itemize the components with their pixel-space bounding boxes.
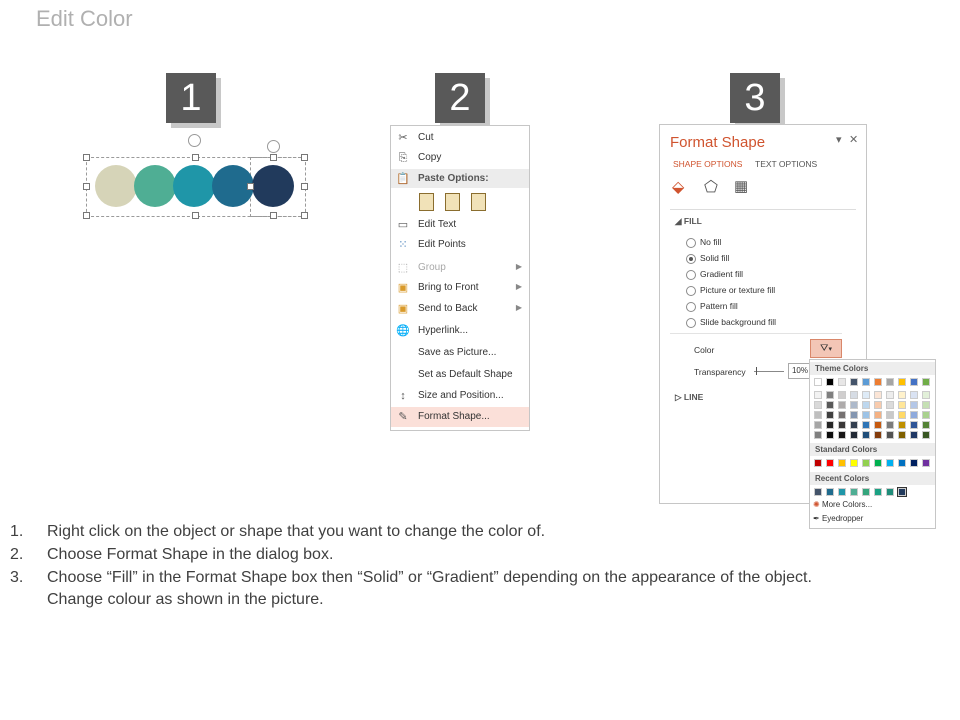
theme-colors-header: Theme Colors [810,362,935,375]
menu-item-set-default-shape[interactable]: Set as Default Shape [418,369,513,380]
color-swatch[interactable] [922,378,930,386]
color-swatch[interactable] [838,391,846,399]
color-swatch[interactable] [814,488,822,496]
color-swatch[interactable] [898,378,906,386]
color-swatch[interactable] [850,411,858,419]
color-wheel-icon: ✺ [813,500,820,509]
color-swatch[interactable] [898,488,906,496]
paste-picture-icon[interactable] [471,193,486,211]
color-swatch[interactable] [862,459,870,467]
color-swatch[interactable] [838,421,846,429]
resize-handle[interactable] [83,212,90,219]
color-swatch[interactable] [850,378,858,386]
color-swatch[interactable] [814,411,822,419]
eyedropper-item[interactable]: ✒ Eyedropper [813,514,864,523]
color-swatch[interactable] [862,488,870,496]
fill-line-icon[interactable]: ⬙ [672,179,685,196]
color-swatch[interactable] [850,421,858,429]
color-swatch[interactable] [838,431,846,439]
radio-button [686,302,696,312]
hyperlink-icon: 🌐 [396,325,410,337]
color-swatch[interactable] [874,459,882,467]
color-swatch[interactable] [826,421,834,429]
rotate-handle-icon[interactable] [188,134,201,147]
color-swatch[interactable] [814,421,822,429]
resize-handle[interactable] [83,154,90,161]
color-swatch[interactable] [838,488,846,496]
color-swatch[interactable] [910,378,918,386]
scissors-icon: ✂ [398,132,408,144]
color-swatch[interactable] [838,459,846,467]
resize-handle[interactable] [301,154,308,161]
tab-shape-options[interactable]: SHAPE OPTIONS [673,159,743,169]
color-swatch[interactable] [838,401,846,409]
line-section-header[interactable]: ▷ LINE [675,392,704,402]
color-swatch[interactable] [862,391,870,399]
color-swatch[interactable] [898,421,906,429]
color-swatch[interactable] [910,421,918,429]
format-shape-icon: ✎ [398,411,408,423]
divider [670,333,842,334]
submenu-arrow-icon: ▶ [515,282,522,291]
color-swatch[interactable] [922,431,930,439]
menu-item-send-to-back[interactable]: ▣ Send to Back ▶ [397,303,522,315]
color-swatch[interactable] [898,431,906,439]
color-swatch[interactable] [886,401,894,409]
paint-bucket-icon: ⛛ [820,343,829,354]
tab-text-options[interactable]: TEXT OPTIONS [755,159,818,169]
color-swatch[interactable] [826,378,834,386]
color-swatch[interactable] [850,401,858,409]
submenu-arrow-icon: ▶ [515,262,522,271]
color-swatch[interactable] [862,378,870,386]
format-shape-title: Format Shape [670,134,766,151]
copy-icon: ⎘ [398,152,408,164]
color-swatch[interactable] [874,411,882,419]
slider-thumb[interactable] [756,367,757,375]
submenu-arrow-icon: ▶ [515,303,522,312]
menu-item-bring-to-front[interactable]: ▣ Bring to Front ▶ [397,282,522,294]
color-swatch[interactable] [922,411,930,419]
menu-item-save-as-picture[interactable]: Save as Picture... [418,347,497,358]
color-swatch[interactable] [826,459,834,467]
paste-options-header: 📋 Paste Options: [391,169,529,188]
bring-front-icon: ▣ [397,282,409,294]
color-swatch[interactable] [850,459,858,467]
menu-item-format-shape[interactable]: ✎ Format Shape... [391,407,529,427]
edit-points-icon: ⁙ [398,239,408,251]
color-swatch[interactable] [826,411,834,419]
rotate-handle-icon[interactable] [267,140,280,153]
color-swatch[interactable] [898,411,906,419]
menu-item-edit-text[interactable]: ▭ Edit Text [397,219,457,231]
color-swatch[interactable] [862,421,870,429]
circle-shape[interactable] [95,165,137,207]
color-swatch[interactable] [814,401,822,409]
paste-icon: 📋 [396,173,410,185]
pane-options-icon[interactable]: ▾ [836,134,842,146]
color-swatch[interactable] [886,488,894,496]
size-properties-icon[interactable]: ▦ [734,178,749,195]
resize-handle[interactable] [247,183,254,190]
instructions-list: 1. Right click on the object or shape that you want to change the color of. 2. Choose Format Shape in the dialog box. 3. Choose “Fill” in the Format Shape box then “Solid” or “Gradient” depending on the appearance of the object. Change colour as shown in the picture. [10,523,812,608]
color-swatch[interactable] [874,421,882,429]
color-swatch[interactable] [850,431,858,439]
menu-item-group[interactable]: ⬚ Group ▶ [397,262,522,274]
color-swatch[interactable] [922,421,930,429]
radio-button [686,238,696,248]
resize-handle[interactable] [270,212,277,219]
color-swatch[interactable] [826,391,834,399]
resize-handle[interactable] [301,183,308,190]
color-swatch[interactable] [850,488,858,496]
color-swatch[interactable] [838,411,846,419]
color-swatch[interactable] [910,391,918,399]
chevron-down-icon: ▾ [828,346,832,353]
color-swatch[interactable] [874,401,882,409]
transparency-slider[interactable] [754,371,784,372]
color-picker-button[interactable] [810,339,842,358]
color-swatch[interactable] [874,431,882,439]
color-swatch[interactable] [910,411,918,419]
resize-handle[interactable] [192,212,199,219]
color-label: Color [694,345,715,355]
color-swatch[interactable] [922,401,930,409]
color-swatch[interactable] [886,391,894,399]
size-position-icon: ↕ [400,390,406,402]
paste-merge-format-icon[interactable] [445,193,460,211]
step-badge-2: 2 [435,73,485,123]
step-badge-1: 1 [166,73,216,123]
transparency-input[interactable]: 10% [788,363,812,379]
resize-handle[interactable] [192,154,199,161]
color-swatch[interactable] [826,401,834,409]
color-swatch[interactable] [814,431,822,439]
color-swatch[interactable] [898,391,906,399]
menu-item-copy[interactable]: ⎘ Copy [391,148,529,168]
color-swatch[interactable] [910,459,918,467]
radio-button [686,270,696,280]
recent-colors-header: Recent Colors [810,472,935,485]
color-swatch[interactable] [922,459,930,467]
color-palette-dropdown [809,359,936,529]
step-badge-3: 3 [730,73,780,123]
fill-section-header[interactable]: ◢ FILL [675,216,702,226]
color-swatch[interactable] [910,401,918,409]
circle-shape[interactable] [134,165,176,207]
divider [670,209,856,210]
color-swatch[interactable] [886,431,894,439]
color-swatch[interactable] [886,378,894,386]
color-swatch[interactable] [886,421,894,429]
color-swatch[interactable] [898,459,906,467]
close-icon[interactable]: ✕ [849,134,859,146]
radio-button [686,286,696,296]
menu-item-edit-points[interactable]: ⁙ Edit Points [391,235,529,255]
format-shape-pane: Format Shape ▾ ✕ SHAPE OPTIONS TEXT OPTIONS ⬙ ⬠ ▦ ◢ FILL No fill Solid fill Gradient fill Picture or texture fill Pattern fill Slide background fill Color ⛛▾ Transparency 10% ▷ LINE [659,124,867,504]
color-swatch[interactable] [826,488,834,496]
transparency-label: Transparency [694,367,746,377]
color-swatch[interactable] [826,431,834,439]
color-swatch[interactable] [874,488,882,496]
menu-item-size-and-position[interactable]: ↕ Size and Position... [391,386,529,406]
color-swatch[interactable] [874,378,882,386]
color-swatch[interactable] [886,411,894,419]
context-menu [390,125,530,431]
collapse-icon: ◢ [675,216,682,226]
circle-shape[interactable] [173,165,215,207]
page-title: Edit Color [36,6,133,31]
group-icon: ⬚ [397,262,409,274]
color-swatch[interactable] [886,459,894,467]
radio-button-selected [686,254,696,264]
color-swatch[interactable] [862,431,870,439]
menu-item-hyperlink[interactable]: 🌐 Hyperlink... [396,325,469,337]
color-swatch[interactable] [874,391,882,399]
color-swatch[interactable] [922,391,930,399]
color-swatch[interactable] [814,378,822,386]
circle-shape[interactable] [252,165,294,207]
send-back-icon: ▣ [397,303,409,315]
expand-icon: ▷ [675,392,682,402]
color-swatch[interactable] [862,401,870,409]
resize-handle[interactable] [270,154,277,161]
menu-item-cut[interactable]: ✂ Cut [391,128,529,148]
more-colors-item[interactable]: ✺ More Colors... [813,500,873,509]
color-swatch[interactable] [814,459,822,467]
color-swatch[interactable] [910,431,918,439]
paste-keep-source-icon[interactable] [419,193,434,211]
color-swatch[interactable] [862,411,870,419]
resize-handle[interactable] [301,212,308,219]
color-swatch[interactable] [850,391,858,399]
color-swatch[interactable] [838,378,846,386]
standard-colors-header: Standard Colors [810,443,935,456]
color-swatch[interactable] [898,401,906,409]
resize-handle[interactable] [83,183,90,190]
color-swatch[interactable] [814,391,822,399]
eyedropper-icon: ✒ [813,514,820,523]
effects-pentagon-icon[interactable]: ⬠ [704,179,718,196]
radio-button [686,318,696,328]
edit-text-icon: ▭ [397,219,409,231]
